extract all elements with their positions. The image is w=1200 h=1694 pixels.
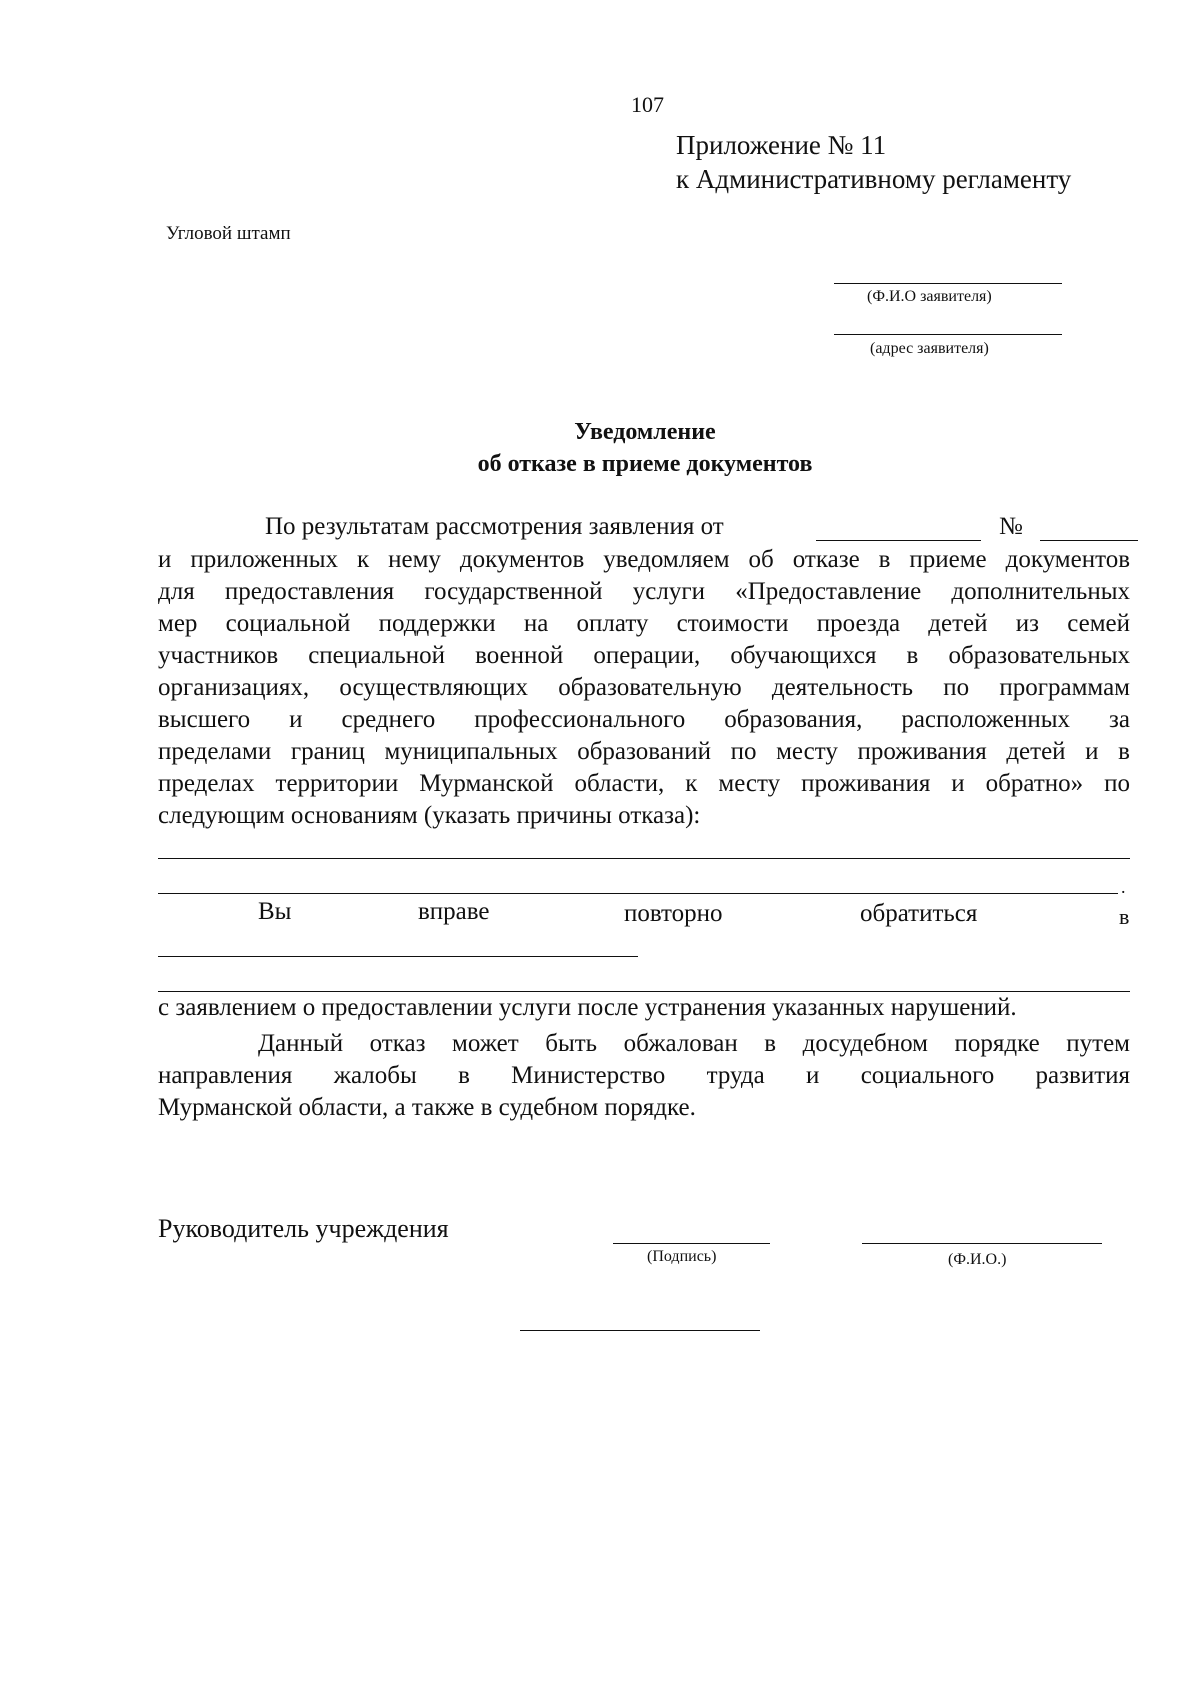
signature-caption: (Подпись) xyxy=(647,1248,717,1265)
body-line: пределами границ муниципальных образований по месту проживания детей и в xyxy=(158,738,1130,765)
applicant-name-line xyxy=(834,283,1062,284)
body-line: организациях, осуществляющих образовательную деятельность по программам xyxy=(158,674,1130,701)
resubmit-line: с заявлением о предоставлении услуги после устранения указанных нарушений. xyxy=(158,994,1017,1021)
appeal-line-1: Данный отказ может быть обжалован в досудебном порядке путем xyxy=(258,1030,1130,1057)
body-line: пределах территории Мурманской области, к месту проживания и обратно» по xyxy=(158,770,1130,797)
applicant-address-line xyxy=(834,334,1062,335)
annex-header xyxy=(676,128,1071,196)
signer-name-caption: (Ф.И.О.) xyxy=(948,1251,1007,1268)
number-sign: № xyxy=(999,513,1023,540)
repeat-word: вправе xyxy=(418,898,490,925)
repeat-word: Вы xyxy=(258,898,292,925)
title-line-2: об отказе в приеме документов xyxy=(477,451,813,477)
body-line: для предоставления государственной услуги «Предоставление дополнительных xyxy=(158,578,1130,605)
body-line: участников специальной военной операции, обучающихся в образовательных xyxy=(158,642,1130,669)
refusal-reason-blank-1 xyxy=(158,858,1130,859)
title-line-1: Уведомление xyxy=(574,419,716,445)
application-date-blank xyxy=(816,540,981,541)
signature-blank xyxy=(613,1243,770,1244)
body-line: высшего и среднего профессионального образования, расположенных за xyxy=(158,706,1130,733)
appeal-line-2: направления жалобы в Министерство труда и социального развития xyxy=(158,1062,1130,1089)
authority-blank-2 xyxy=(158,991,1130,992)
application-number-blank xyxy=(1040,540,1138,541)
body-line: мер социальной поддержки на оплату стоимости проезда детей из семей xyxy=(158,610,1130,637)
document-title xyxy=(0,416,1200,480)
corner-stamp-label: Угловой штамп xyxy=(166,223,291,244)
refusal-reason-blank-2 xyxy=(158,893,1118,894)
repeat-word: обратиться xyxy=(860,900,978,927)
applicant-address-caption: (адрес заявителя) xyxy=(870,340,989,357)
body-first-line: По результатам рассмотрения заявления от xyxy=(265,513,724,540)
body-line-last: следующим основаниям (указать причины отказа): xyxy=(158,802,701,829)
repeat-word: в xyxy=(1119,904,1130,929)
appeal-line-3: Мурманской области, а также в судебном порядке. xyxy=(158,1094,696,1121)
bottom-blank-line xyxy=(520,1330,760,1331)
annex-number: Приложение № 11 xyxy=(676,130,887,160)
annex-reference: к Административному регламенту xyxy=(676,164,1072,194)
page-number: 107 xyxy=(631,92,664,117)
signer-name-blank xyxy=(862,1243,1102,1244)
authority-blank xyxy=(158,956,638,957)
blank-end-dot: . xyxy=(1121,877,1126,897)
applicant-name-caption: (Ф.И.О заявителя) xyxy=(867,288,992,305)
head-of-institution-label: Руководитель учреждения xyxy=(158,1214,449,1243)
body-line: и приложенных к нему документов уведомляем об отказе в приеме документов xyxy=(158,546,1130,573)
repeat-word: повторно xyxy=(624,900,723,927)
